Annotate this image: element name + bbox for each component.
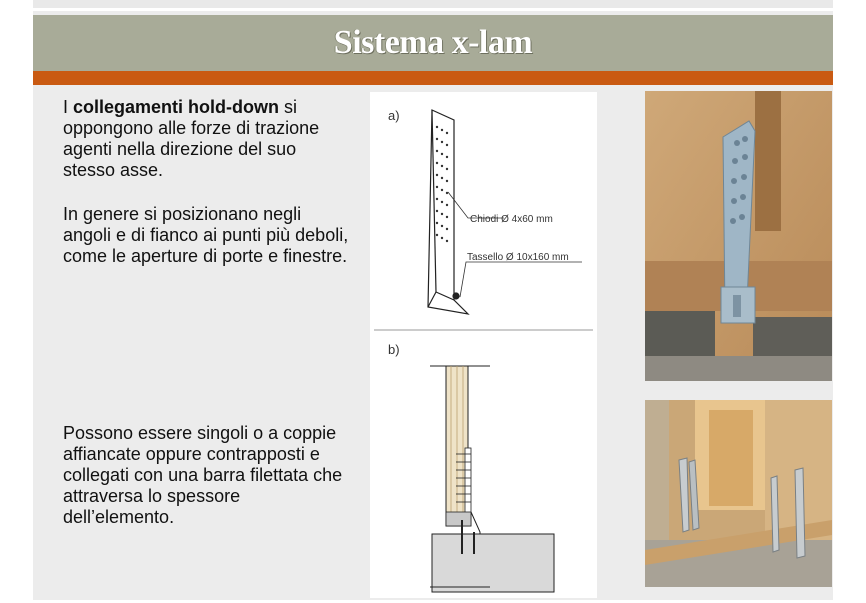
diagram-svg [370,92,597,598]
slide [33,11,833,600]
photo-hold-down-installed [645,91,832,381]
photo-1-svg [645,91,832,381]
title-bar [33,15,833,71]
paragraph-position: In genere si posizionano negli angoli e di fianco ai punti più deboli, come le aperture di porte e finestre. [63,204,349,266]
diagram-label-b: b) [388,342,400,357]
anchor-label: Tassello Ø 10x160 mm [467,252,569,263]
para1-prefix: I [63,97,74,117]
para1-bold: collegamenti hold-down [73,97,280,117]
anchor-leader [460,262,582,297]
accent-bar [33,71,833,85]
para1-rest: si oppongono alle forze di trazione agenti nella direzione del suo stesso asse. [63,97,320,180]
slide-title: Sistema x-lam [333,24,533,61]
paragraph-hold-down [63,97,353,181]
nails-label: Chiodi Ø 4x60 mm [470,214,553,225]
wall-section-drawing [430,366,554,592]
hold-down-diagram [370,92,597,598]
photo-hold-down-pair [645,400,832,587]
nail-holes [436,126,448,242]
paragraph-configuration: Possono essere singoli o a coppie affiancate oppure contrapposti e collegati con una barra filettata che attraversa lo spessore dell’elemento. [63,423,343,527]
diagram-label-a: a) [388,108,400,123]
top-strip [33,0,833,8]
photo-2-svg [645,400,832,587]
